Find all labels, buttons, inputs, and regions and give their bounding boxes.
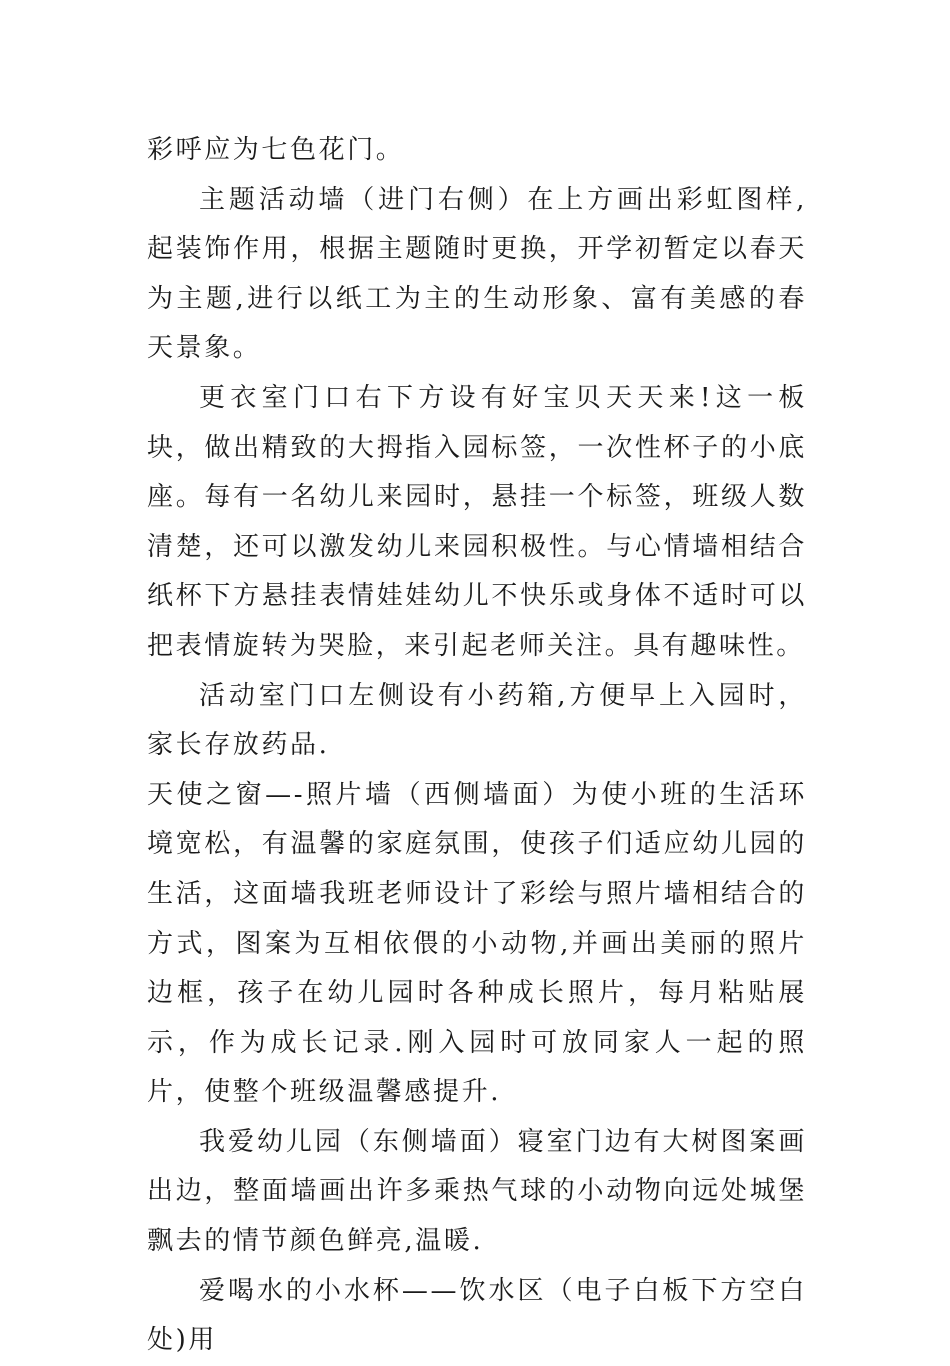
paragraph: 爱喝水的小水杯——饮水区（电子白板下方空白处)用 <box>147 1275 807 1356</box>
paragraph: 主题活动墙（进门右侧）在上方画出彩虹图样,起装饰作用，根据主题随时更换，开学初暂定以春天为主题,进行以纸工为主的生动形象、富有美感的春天景象。 <box>147 184 807 364</box>
paragraph: 更衣室门口右下方设有好宝贝天天来!这一板块，做出精致的大拇指入园标签，一次性杯子的小底座。每有一名幼儿来园时，悬挂一个标签，班级人数清楚，还可以激发幼儿来园积极性。与心情墙相结合纸杯下方悬挂表情娃娃幼儿不快乐或身体不适时可以把表情旋转为哭脸，来引起老师关注。具有趣味性。 <box>147 382 807 661</box>
document-body <box>147 126 807 1366</box>
paragraph: 天使之窗—-照片墙（西侧墙面）为使小班的生活环境宽松，有温馨的家庭氛围，使孩子们适应幼儿园的生活，这面墙我班老师设计了彩绘与照片墙相结合的方式，图案为互相依偎的小动物,并画出美丽的照片边框，孩子在幼儿园时各种成长照片，每月粘贴展示，作为成长记录.刚入园时可放同家人一起的照片，使整个班级温馨感提升. <box>147 779 807 1108</box>
paragraph: 活动室门口左侧设有小药箱,方便早上入园时，家长存放药品. <box>147 680 807 761</box>
paragraph: 我爱幼儿园（东侧墙面）寝室门边有大树图案画出边，整面墙画出许多乘热气球的小动物向远处城堡飘去的情节颜色鲜亮,温暖. <box>147 1126 807 1257</box>
paragraph: 彩呼应为七色花门。 <box>147 135 405 165</box>
